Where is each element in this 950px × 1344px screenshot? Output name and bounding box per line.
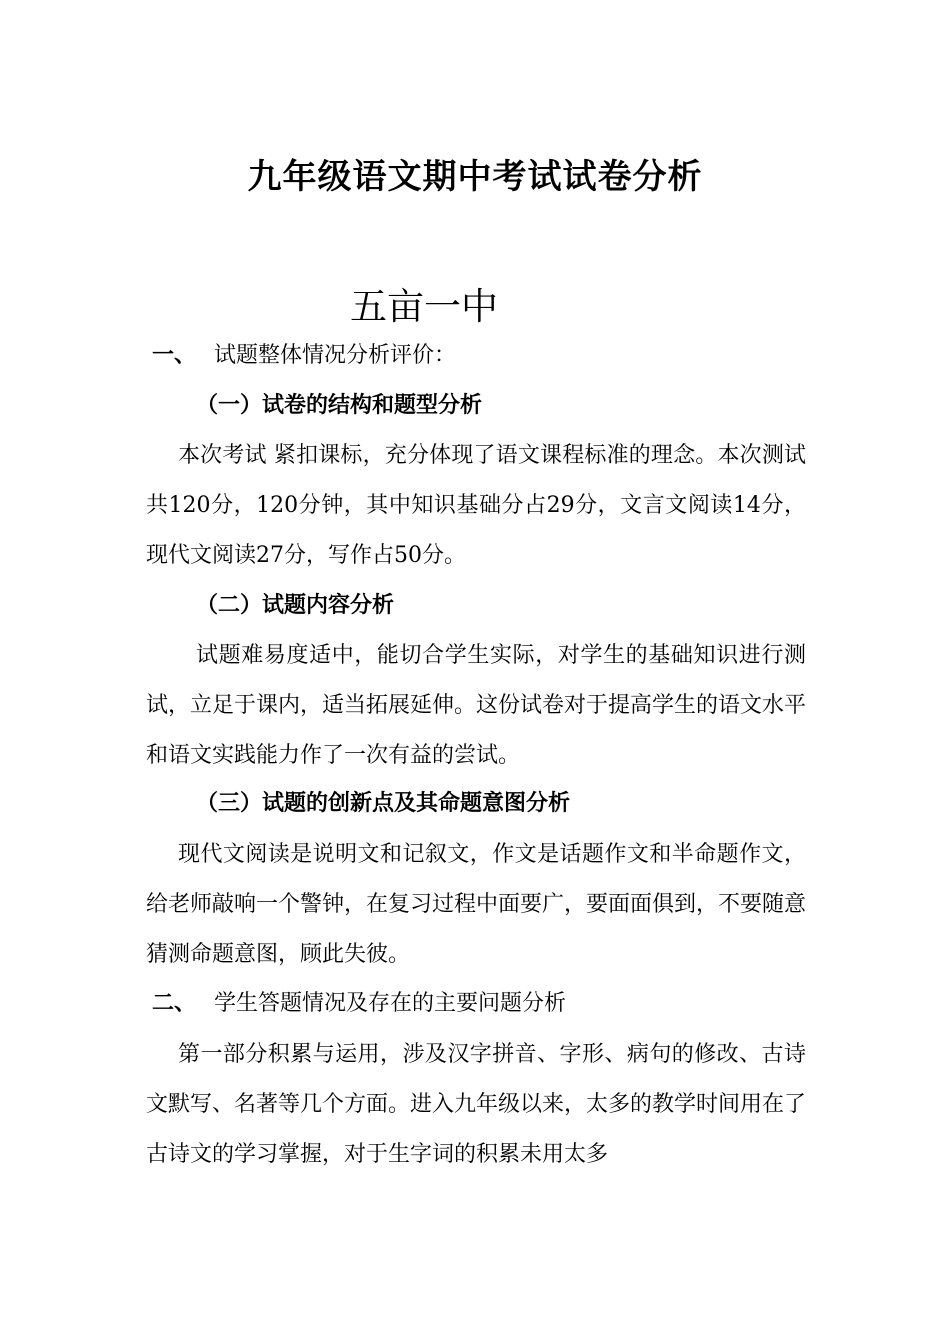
document-title: 九年级语文期中考试试卷分析 xyxy=(247,157,703,197)
subsection-1-heading: （一）试卷的结构和题型分析 xyxy=(196,393,483,418)
section-2-title: 学生答题情况及存在的主要问题分析 xyxy=(214,991,567,1016)
subsection-2-paragraph: 试题难易度适中，能切合学生实际，对学生的基础知识进行测试，立足于课内，适当拓展延伸。这份试卷对于提高学生的语文水平和语文实践能力作了一次有益的尝试。 xyxy=(146,643,807,768)
section-1-title: 试题整体情况分析评价： xyxy=(214,343,457,368)
subsection-3-paragraph: 现代文阅读是说明文和记叙文，作文是话题作文和半命题作文，给老师敲响一个警钟，在复习过程中面要广，要面面俱到，不要随意猜测命题意图，顾此失彼。 xyxy=(146,842,807,967)
subsection-1-paragraph: 本次考试 紧扣课标，充分体现了语文课程标准的理念。本次测试共120分，120分钟，其中知识基础分占29分，文言文阅读14分，现代文阅读27分，写作占50分。 xyxy=(146,443,806,568)
subsection-2-heading: （二）试题内容分析 xyxy=(196,593,395,618)
subsection-3-heading: （三）试题的创新点及其命题意图分析 xyxy=(196,791,571,816)
section-2-number: 二、 xyxy=(152,991,197,1016)
section-2-paragraph: 第一部分积累与运用，涉及汉字拼音、字形、病句的修改、古诗文默写、名著等几个方面。进入九年级以来，太多的教学时间用在了古诗文的学习掌握，对于生字词的积累未用太多 xyxy=(146,1042,807,1167)
section-1-number: 一、 xyxy=(152,343,197,368)
school-name: 五亩一中 xyxy=(350,285,498,328)
section-2-heading xyxy=(152,984,566,1024)
section-1-heading xyxy=(152,336,456,376)
